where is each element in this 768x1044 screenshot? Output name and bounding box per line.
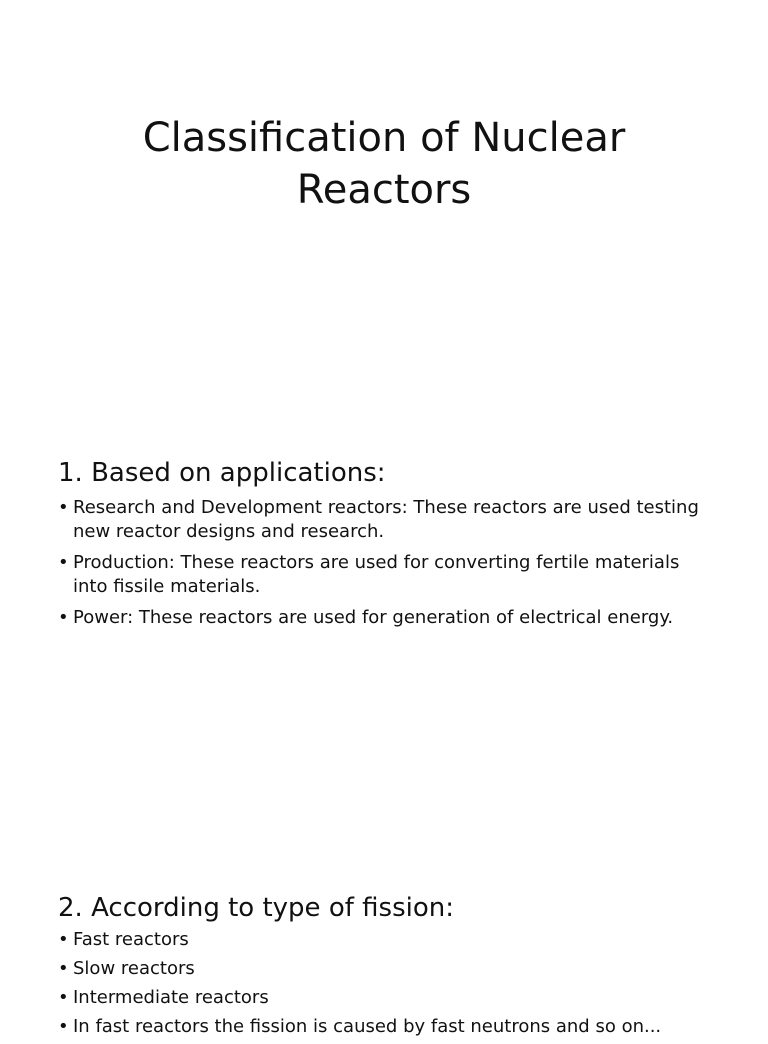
list-item: • Production: These reactors are used for converting fertile materials into fissile materials.	[58, 551, 718, 599]
section-heading-applications: 1. Based on applications:	[58, 458, 386, 488]
list-item: • In fast reactors the fission is caused by fast neutrons and so on...	[58, 1015, 718, 1039]
slide-title-line-2: Reactors	[296, 167, 472, 213]
slide-title	[0, 112, 768, 216]
list-item: • Power: These reactors are used for generation of electrical energy.	[58, 606, 718, 630]
list-item: • Research and Development reactors: These reactors are used testing new reactor designs and research.	[58, 496, 718, 544]
bullet-list-applications	[58, 496, 718, 637]
slide-title-line-1: Classification of Nuclear	[142, 115, 626, 161]
section-heading-fission-type: 2. According to type of fission:	[58, 893, 454, 923]
list-item: • Intermediate reactors	[58, 986, 718, 1010]
list-item: • Slow reactors	[58, 957, 718, 981]
list-item: • Fast reactors	[58, 928, 718, 952]
bullet-list-fission-type	[58, 928, 718, 1044]
